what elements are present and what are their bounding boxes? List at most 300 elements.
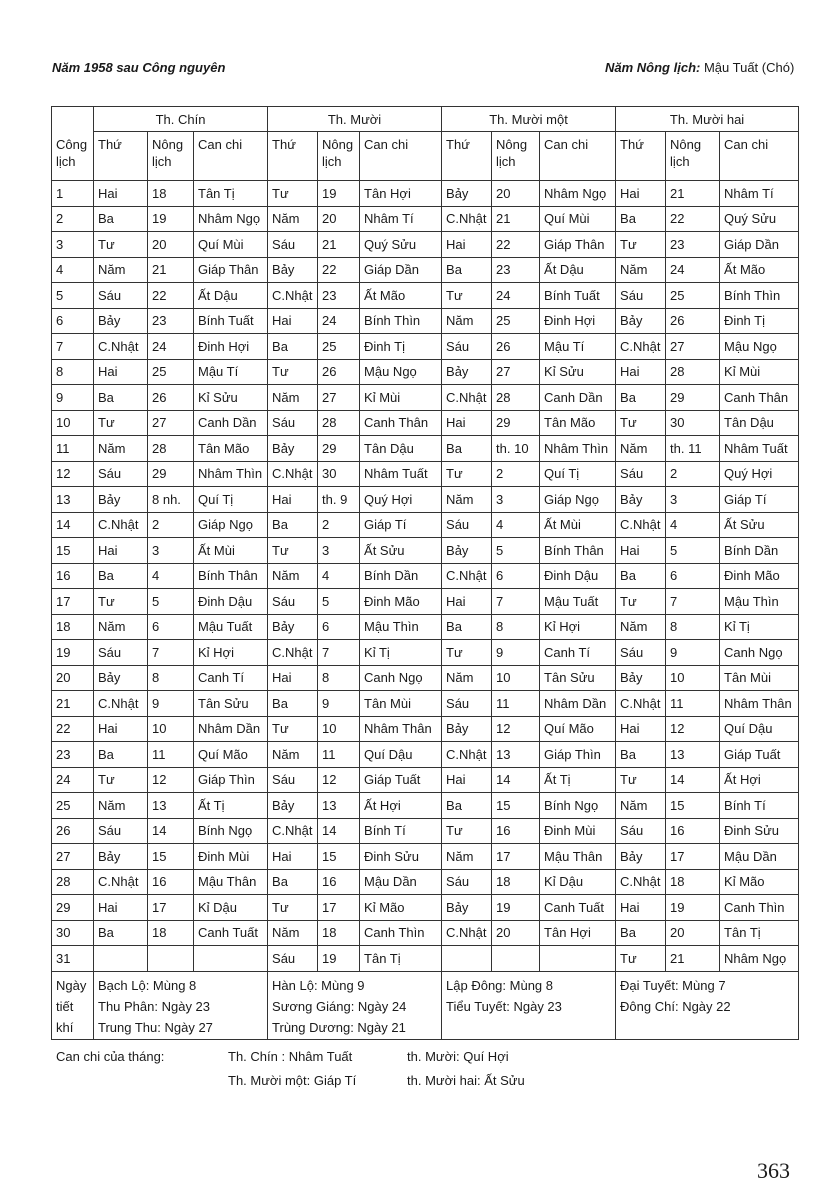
canchi-cell: Giáp Thìn [540,742,616,768]
weekday-cell: Năm [268,920,318,946]
day-cell: 13 [52,487,94,513]
lunar-header: Nông lịch [666,132,720,181]
lunar-cell: 11 [492,691,540,717]
canchi-cell: Canh Thân [360,410,442,436]
weekday-cell: Sáu [442,691,492,717]
weekday-cell: Ba [442,257,492,283]
lunar-cell: 13 [666,742,720,768]
canchi-cell: Mậu Ngọ [720,334,799,360]
canchi-cell: Bính Thân [194,563,268,589]
lunar-cell: 9 [666,640,720,666]
lunar-cell: 8 [148,665,194,691]
lunar-cell: 21 [492,206,540,232]
lunar-cell: 23 [318,283,360,309]
weekday-cell: Tư [442,640,492,666]
weekday-cell: Năm [616,436,666,462]
table-row [52,308,799,334]
lunar-cell: 19 [666,895,720,921]
weekday-cell: Năm [94,436,148,462]
table-row [52,563,799,589]
canchi-cell: Nhâm Dần [194,716,268,742]
weekday-cell: Ba [616,385,666,411]
lunar-cell: 3 [148,538,194,564]
weekday-cell: Ba [94,563,148,589]
lunar-cell: 3 [666,487,720,513]
day-cell: 17 [52,589,94,615]
weekday-cell: Hai [442,410,492,436]
lunar-cell: 26 [492,334,540,360]
weekday-cell: Tư [442,461,492,487]
lunar-cell: 23 [492,257,540,283]
canchi-cell: Giáp Ngọ [540,487,616,513]
weekday-cell: Năm [442,665,492,691]
canchi-cell: Đinh Mão [720,563,799,589]
canchi-cell: Giáp Tí [360,512,442,538]
table-row [52,793,799,819]
footer-label: Can chi của tháng: [56,1049,165,1064]
weekday-cell: Sáu [616,818,666,844]
tiet-khi-cell [616,971,799,1039]
lunar-cell: 26 [318,359,360,385]
weekday-cell: Bảy [442,716,492,742]
canchi-cell: Quí Mão [540,716,616,742]
weekday-cell: Bảy [616,665,666,691]
weekday-cell: Hai [616,181,666,207]
day-cell: 20 [52,665,94,691]
canchi-cell: Kỉ Sửu [540,359,616,385]
canchi-cell: Kỉ Dậu [540,869,616,895]
canchi-cell: Kỉ Mùi [720,359,799,385]
lunar-cell: 15 [318,844,360,870]
weekday-cell: Bảy [94,665,148,691]
canchi-cell: Kỉ Mão [720,869,799,895]
weekday-cell: Năm [94,793,148,819]
weekday-cell: Tư [268,895,318,921]
weekday-cell: Sáu [94,283,148,309]
lunar-cell: 11 [318,742,360,768]
canchi-cell: Giáp Dần [720,232,799,258]
day-cell: 3 [52,232,94,258]
weekday-cell: Năm [94,614,148,640]
table-row [52,767,799,793]
weekday-cell: C.Nhật [616,512,666,538]
weekday-header: Thứ [94,132,148,181]
lunar-cell: 21 [666,181,720,207]
weekday-cell: Tư [268,181,318,207]
lunar-cell: 17 [318,895,360,921]
lunar-year-label: Năm Nông lịch: [605,60,701,75]
lunar-cell: 20 [318,206,360,232]
weekday-cell: Hai [94,359,148,385]
lunar-cell: 21 [318,232,360,258]
lunar-cell: 23 [148,308,194,334]
weekday-cell: C.Nhật [268,640,318,666]
day-cell: 19 [52,640,94,666]
canchi-cell: Giáp Tuất [720,742,799,768]
table-row [52,359,799,385]
canchi-cell: Nhâm Ngọ [194,206,268,232]
lunar-cell: 16 [318,869,360,895]
lunar-cell: 6 [148,614,194,640]
lunar-cell: 2 [148,512,194,538]
lunar-cell: 17 [666,844,720,870]
day-cell: 1 [52,181,94,207]
canchi-cell: Tân Mùi [360,691,442,717]
lunar-cell: 29 [148,461,194,487]
weekday-cell: Ba [616,206,666,232]
lunar-cell: 12 [148,767,194,793]
weekday-cell: Năm [442,844,492,870]
weekday-cell: C.Nhật [268,461,318,487]
weekday-cell: Sáu [616,461,666,487]
month-header-12: Th. Mười hai [616,107,799,132]
table-row [52,181,799,207]
lunar-cell: 18 [666,869,720,895]
canchi-cell [194,946,268,972]
month-header-10: Th. Mười [268,107,442,132]
canchi-cell: Mậu Thân [540,844,616,870]
weekday-cell: C.Nhật [94,869,148,895]
weekday-cell: Bảy [268,793,318,819]
canchi-cell: Tân Sửu [194,691,268,717]
day-cell: 24 [52,767,94,793]
lunar-cell: 11 [666,691,720,717]
footer-month-12: th. Mười hai: Ất Sửu [407,1073,525,1088]
table-row [52,716,799,742]
day-cell: 29 [52,895,94,921]
canchi-header: Can chi [720,132,799,181]
canchi-cell: Đinh Tị [720,308,799,334]
weekday-cell: Hai [94,181,148,207]
weekday-cell: Tư [268,359,318,385]
weekday-cell: Hai [94,895,148,921]
lunar-cell: 30 [666,410,720,436]
weekday-cell: Hai [616,895,666,921]
table-row [52,614,799,640]
canchi-cell: Ất Hợi [720,767,799,793]
canchi-cell: Nhâm Tuất [720,436,799,462]
lunar-cell: 15 [148,844,194,870]
table-row [52,640,799,666]
canchi-cell: Ất Sửu [360,538,442,564]
canchi-cell: Đinh Mùi [540,818,616,844]
canchi-cell: Ất Mùi [540,512,616,538]
footer-month-9: Th. Chín : Nhâm Tuất [228,1049,353,1064]
weekday-cell: Hai [442,589,492,615]
canchi-cell: Quý Sửu [720,206,799,232]
weekday-cell: Bảy [442,895,492,921]
lunar-cell: th. 10 [492,436,540,462]
lunar-cell: 14 [666,767,720,793]
lunar-cell: 28 [318,410,360,436]
weekday-cell: Sáu [616,283,666,309]
weekday-cell: C.Nhật [442,206,492,232]
weekday-cell: Tư [442,818,492,844]
lunar-cell: 10 [492,665,540,691]
weekday-cell: Sáu [94,818,148,844]
lunar-cell: 13 [148,793,194,819]
weekday-cell: Ba [616,563,666,589]
weekday-cell: Ba [94,385,148,411]
canchi-header: Can chi [360,132,442,181]
weekday-cell: Bảy [616,308,666,334]
canchi-cell: Tân Hợi [360,181,442,207]
lunar-cell: 6 [318,614,360,640]
canchi-cell: Mậu Dần [360,869,442,895]
page-number: 363 [757,1158,790,1183]
lunar-cell: 14 [318,818,360,844]
tiet-khi-item: Hàn Lộ: Mùng 9 [272,977,365,993]
lunar-cell: 19 [318,181,360,207]
weekday-cell: C.Nhật [442,920,492,946]
table-row [52,283,799,309]
canchi-cell: Ất Mùi [194,538,268,564]
tiet-khi-item: Lập Đông: Mùng 8 [446,977,553,993]
lunar-cell: 4 [318,563,360,589]
lunar-cell: 24 [148,334,194,360]
day-cell: 4 [52,257,94,283]
canchi-cell: Canh Tuất [194,920,268,946]
canchi-cell: Kỉ Tị [720,614,799,640]
canchi-cell: Kỉ Mùi [360,385,442,411]
lunar-cell: 14 [492,767,540,793]
corner-cell [52,107,94,132]
table-row [52,257,799,283]
lunar-cell: 5 [666,538,720,564]
weekday-cell: Bảy [616,487,666,513]
weekday-cell: C.Nhật [94,691,148,717]
weekday-cell: Ba [268,869,318,895]
canchi-cell: Nhâm Thìn [194,461,268,487]
canchi-cell: Tân Dậu [360,436,442,462]
calendar-body [52,181,799,1040]
canchi-cell: Ất Mão [720,257,799,283]
weekday-cell: C.Nhật [268,818,318,844]
weekday-cell: Hai [442,767,492,793]
lunar-year-value: Mậu Tuất (Chó) [703,60,795,75]
lunar-cell: 19 [318,946,360,972]
canchi-cell: Mậu Thân [194,869,268,895]
weekday-cell: Ba [442,614,492,640]
lunar-cell: 25 [148,359,194,385]
canchi-cell: Canh Dần [540,385,616,411]
lunar-cell: th. 11 [666,436,720,462]
table-row [52,538,799,564]
weekday-cell: Tư [616,767,666,793]
weekday-cell: Hai [616,359,666,385]
tiet-khi-cell [94,971,268,1039]
weekday-cell: Tư [268,538,318,564]
lunar-cell: 24 [666,257,720,283]
weekday-cell: C.Nhật [94,334,148,360]
lunar-cell: 10 [148,716,194,742]
canchi-cell: Nhâm Tuất [360,461,442,487]
canchi-cell: Canh Thân [720,385,799,411]
weekday-cell: Bảy [94,487,148,513]
lunar-cell: 20 [148,232,194,258]
weekday-cell: Năm [442,308,492,334]
canchi-cell: Tân Mão [540,410,616,436]
canchi-cell: Bính Thìn [720,283,799,309]
tiet-khi-item: Trung Thu: Ngày 27 [98,1019,213,1035]
canchi-cell: Nhâm Thân [720,691,799,717]
lunar-cell: 5 [492,538,540,564]
canchi-cell: Nhâm Dần [540,691,616,717]
table-row [52,895,799,921]
tiet-khi-cell [442,971,616,1039]
table-row [52,742,799,768]
table-row [52,206,799,232]
table-row [52,385,799,411]
lunar-cell: 14 [148,818,194,844]
lunar-cell: 22 [492,232,540,258]
lunar-cell: 21 [666,946,720,972]
tiet-khi-item: Đông Chí: Ngày 22 [620,998,731,1014]
weekday-cell [94,946,148,972]
weekday-cell: Sáu [94,640,148,666]
day-cell: 6 [52,308,94,334]
canchi-cell: Canh Tí [540,640,616,666]
lunar-cell: 19 [148,206,194,232]
weekday-cell: Hai [616,716,666,742]
table-row [52,512,799,538]
canchi-cell: Kỉ Dậu [194,895,268,921]
weekday-cell: Ba [94,742,148,768]
day-cell: 7 [52,334,94,360]
canchi-cell: Kỉ Hợi [194,640,268,666]
canchi-cell: Ất Tị [540,767,616,793]
lunar-cell: 7 [148,640,194,666]
lunar-cell: 7 [492,589,540,615]
weekday-cell: Ba [94,206,148,232]
weekday-cell: C.Nhật [616,869,666,895]
canchi-cell: Tân Dậu [720,410,799,436]
lunar-cell: 16 [492,818,540,844]
lunar-cell: 27 [318,385,360,411]
lunar-cell: 12 [492,716,540,742]
lunar-cell: 18 [318,920,360,946]
weekday-cell: Bảy [442,359,492,385]
lunar-cell: 28 [666,359,720,385]
canchi-cell: Quí Tị [194,487,268,513]
weekday-cell: Tư [616,232,666,258]
lunar-cell: 28 [148,436,194,462]
canchi-cell: Mậu Tuất [194,614,268,640]
lunar-cell: 9 [318,691,360,717]
day-cell: 9 [52,385,94,411]
canchi-cell: Bính Thân [540,538,616,564]
weekday-cell: Ba [268,691,318,717]
canchi-cell: Bính Dần [720,538,799,564]
weekday-cell: Hai [94,716,148,742]
weekday-cell: Năm [94,257,148,283]
canchi-cell: Giáp Ngọ [194,512,268,538]
weekday-cell: Bảy [268,257,318,283]
lunar-cell: 22 [666,206,720,232]
weekday-cell: Sáu [442,512,492,538]
lunar-cell: 13 [318,793,360,819]
canchi-cell: Quí Mão [194,742,268,768]
canchi-cell: Giáp Thân [194,257,268,283]
weekday-cell: Bảy [268,436,318,462]
cong-lich-header: Công lịch [52,132,94,181]
lunar-cell: 15 [666,793,720,819]
canchi-cell: Nhâm Tí [720,181,799,207]
lunar-cell: 24 [318,308,360,334]
lunar-cell: 4 [666,512,720,538]
weekday-cell: Bảy [268,614,318,640]
lunar-cell: 30 [318,461,360,487]
canchi-cell: Ất Dậu [540,257,616,283]
canchi-cell: Bính Thìn [360,308,442,334]
canchi-cell: Bính Dần [360,563,442,589]
canchi-cell: Tân Mão [194,436,268,462]
lunar-cell: 10 [666,665,720,691]
day-cell: 10 [52,410,94,436]
canchi-cell: Tân Tị [360,946,442,972]
canchi-cell: Kỉ Mão [360,895,442,921]
canchi-cell: Canh Ngọ [720,640,799,666]
weekday-cell: Hai [94,538,148,564]
lunar-cell: 27 [492,359,540,385]
table-row [52,869,799,895]
canchi-cell: Đinh Mão [360,589,442,615]
day-cell: 14 [52,512,94,538]
canchi-cell: Tân Mùi [720,665,799,691]
weekday-cell: Bảy [442,181,492,207]
day-cell: 18 [52,614,94,640]
page-header-right [605,60,794,75]
lunar-cell: 2 [492,461,540,487]
lunar-cell: 20 [492,920,540,946]
tiet-khi-item: Đại Tuyết: Mùng 7 [620,977,726,993]
canchi-cell: Giáp Thìn [194,767,268,793]
weekday-cell [442,946,492,972]
canchi-cell: Quí Dậu [360,742,442,768]
weekday-cell: Sáu [616,640,666,666]
lunar-cell: 22 [318,257,360,283]
weekday-cell: C.Nhật [616,334,666,360]
weekday-cell: Ba [94,920,148,946]
weekday-cell: Ba [616,920,666,946]
weekday-cell: Tư [94,232,148,258]
canchi-cell: Mậu Tí [540,334,616,360]
lunar-cell: 18 [148,920,194,946]
canchi-cell: Đinh Dậu [540,563,616,589]
lunar-cell: 26 [148,385,194,411]
canchi-cell: Canh Thìn [360,920,442,946]
tiet-khi-item: Sương Giáng: Ngày 24 [272,998,407,1014]
table-row [52,334,799,360]
table-row [52,818,799,844]
weekday-cell: Tư [268,716,318,742]
canchi-cell: Quý Hợi [720,461,799,487]
day-cell: 27 [52,844,94,870]
canchi-cell: Đinh Mùi [194,844,268,870]
day-cell: 8 [52,359,94,385]
canchi-cell: Đinh Hợi [194,334,268,360]
lunar-cell: 17 [492,844,540,870]
canchi-cell: Mậu Ngọ [360,359,442,385]
table-row [52,436,799,462]
canchi-cell: Tân Tị [194,181,268,207]
weekday-cell: Ba [442,793,492,819]
canchi-cell: Canh Tuất [540,895,616,921]
lunar-cell: 20 [492,181,540,207]
lunar-cell: 25 [492,308,540,334]
canchi-cell: Quý Hợi [360,487,442,513]
lunar-header: Nông lịch [148,132,194,181]
